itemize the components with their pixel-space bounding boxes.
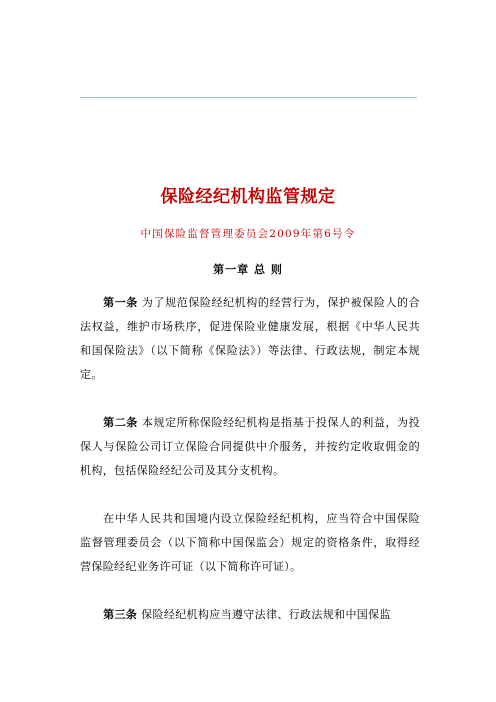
chapter-heading: 第一章 总 则 — [213, 263, 283, 276]
article-text: 保险经纪机构应当遵守法律、行政法规和中国保监 — [141, 608, 391, 621]
article-text: 在中华人民共和国境内设立保险经纪机构，应当符合中国保险监督管理委员会（以下简称中国保监会）规定的资格条件，取得经营保险经纪业务许可证（以下简称许可证）。 — [80, 512, 420, 573]
article-text: 本规定所称保险经纪机构是指基于投保人的利益，为投保人与保险公司订立保险合同提供中介服务，并按约定收取佣金的机构，包括保险经纪公司及其分支机构。 — [80, 416, 420, 477]
article-number: 第一条 — [103, 296, 138, 309]
header-rule — [80, 97, 417, 98]
article-text: 为了规范保险经纪机构的经营行为，保护被保险人的合法权益，维护市场秩序，促进保险业健康发展，根据《中华人民共和国保险法》（以下简称《保险法》）等法律、行政法规，制定本规定。 — [80, 296, 420, 381]
article-paragraph — [80, 291, 420, 387]
article-paragraph — [80, 507, 420, 579]
document-title: 保险经纪机构监管规定 — [160, 187, 336, 207]
article-paragraph — [80, 411, 420, 483]
article-number: 第三条 — [103, 608, 138, 621]
article-number: 第二条 — [103, 416, 138, 429]
document-subtitle: 中国保险监督管理委员会2009年第6号令 — [140, 228, 356, 240]
article-paragraph — [80, 603, 420, 627]
